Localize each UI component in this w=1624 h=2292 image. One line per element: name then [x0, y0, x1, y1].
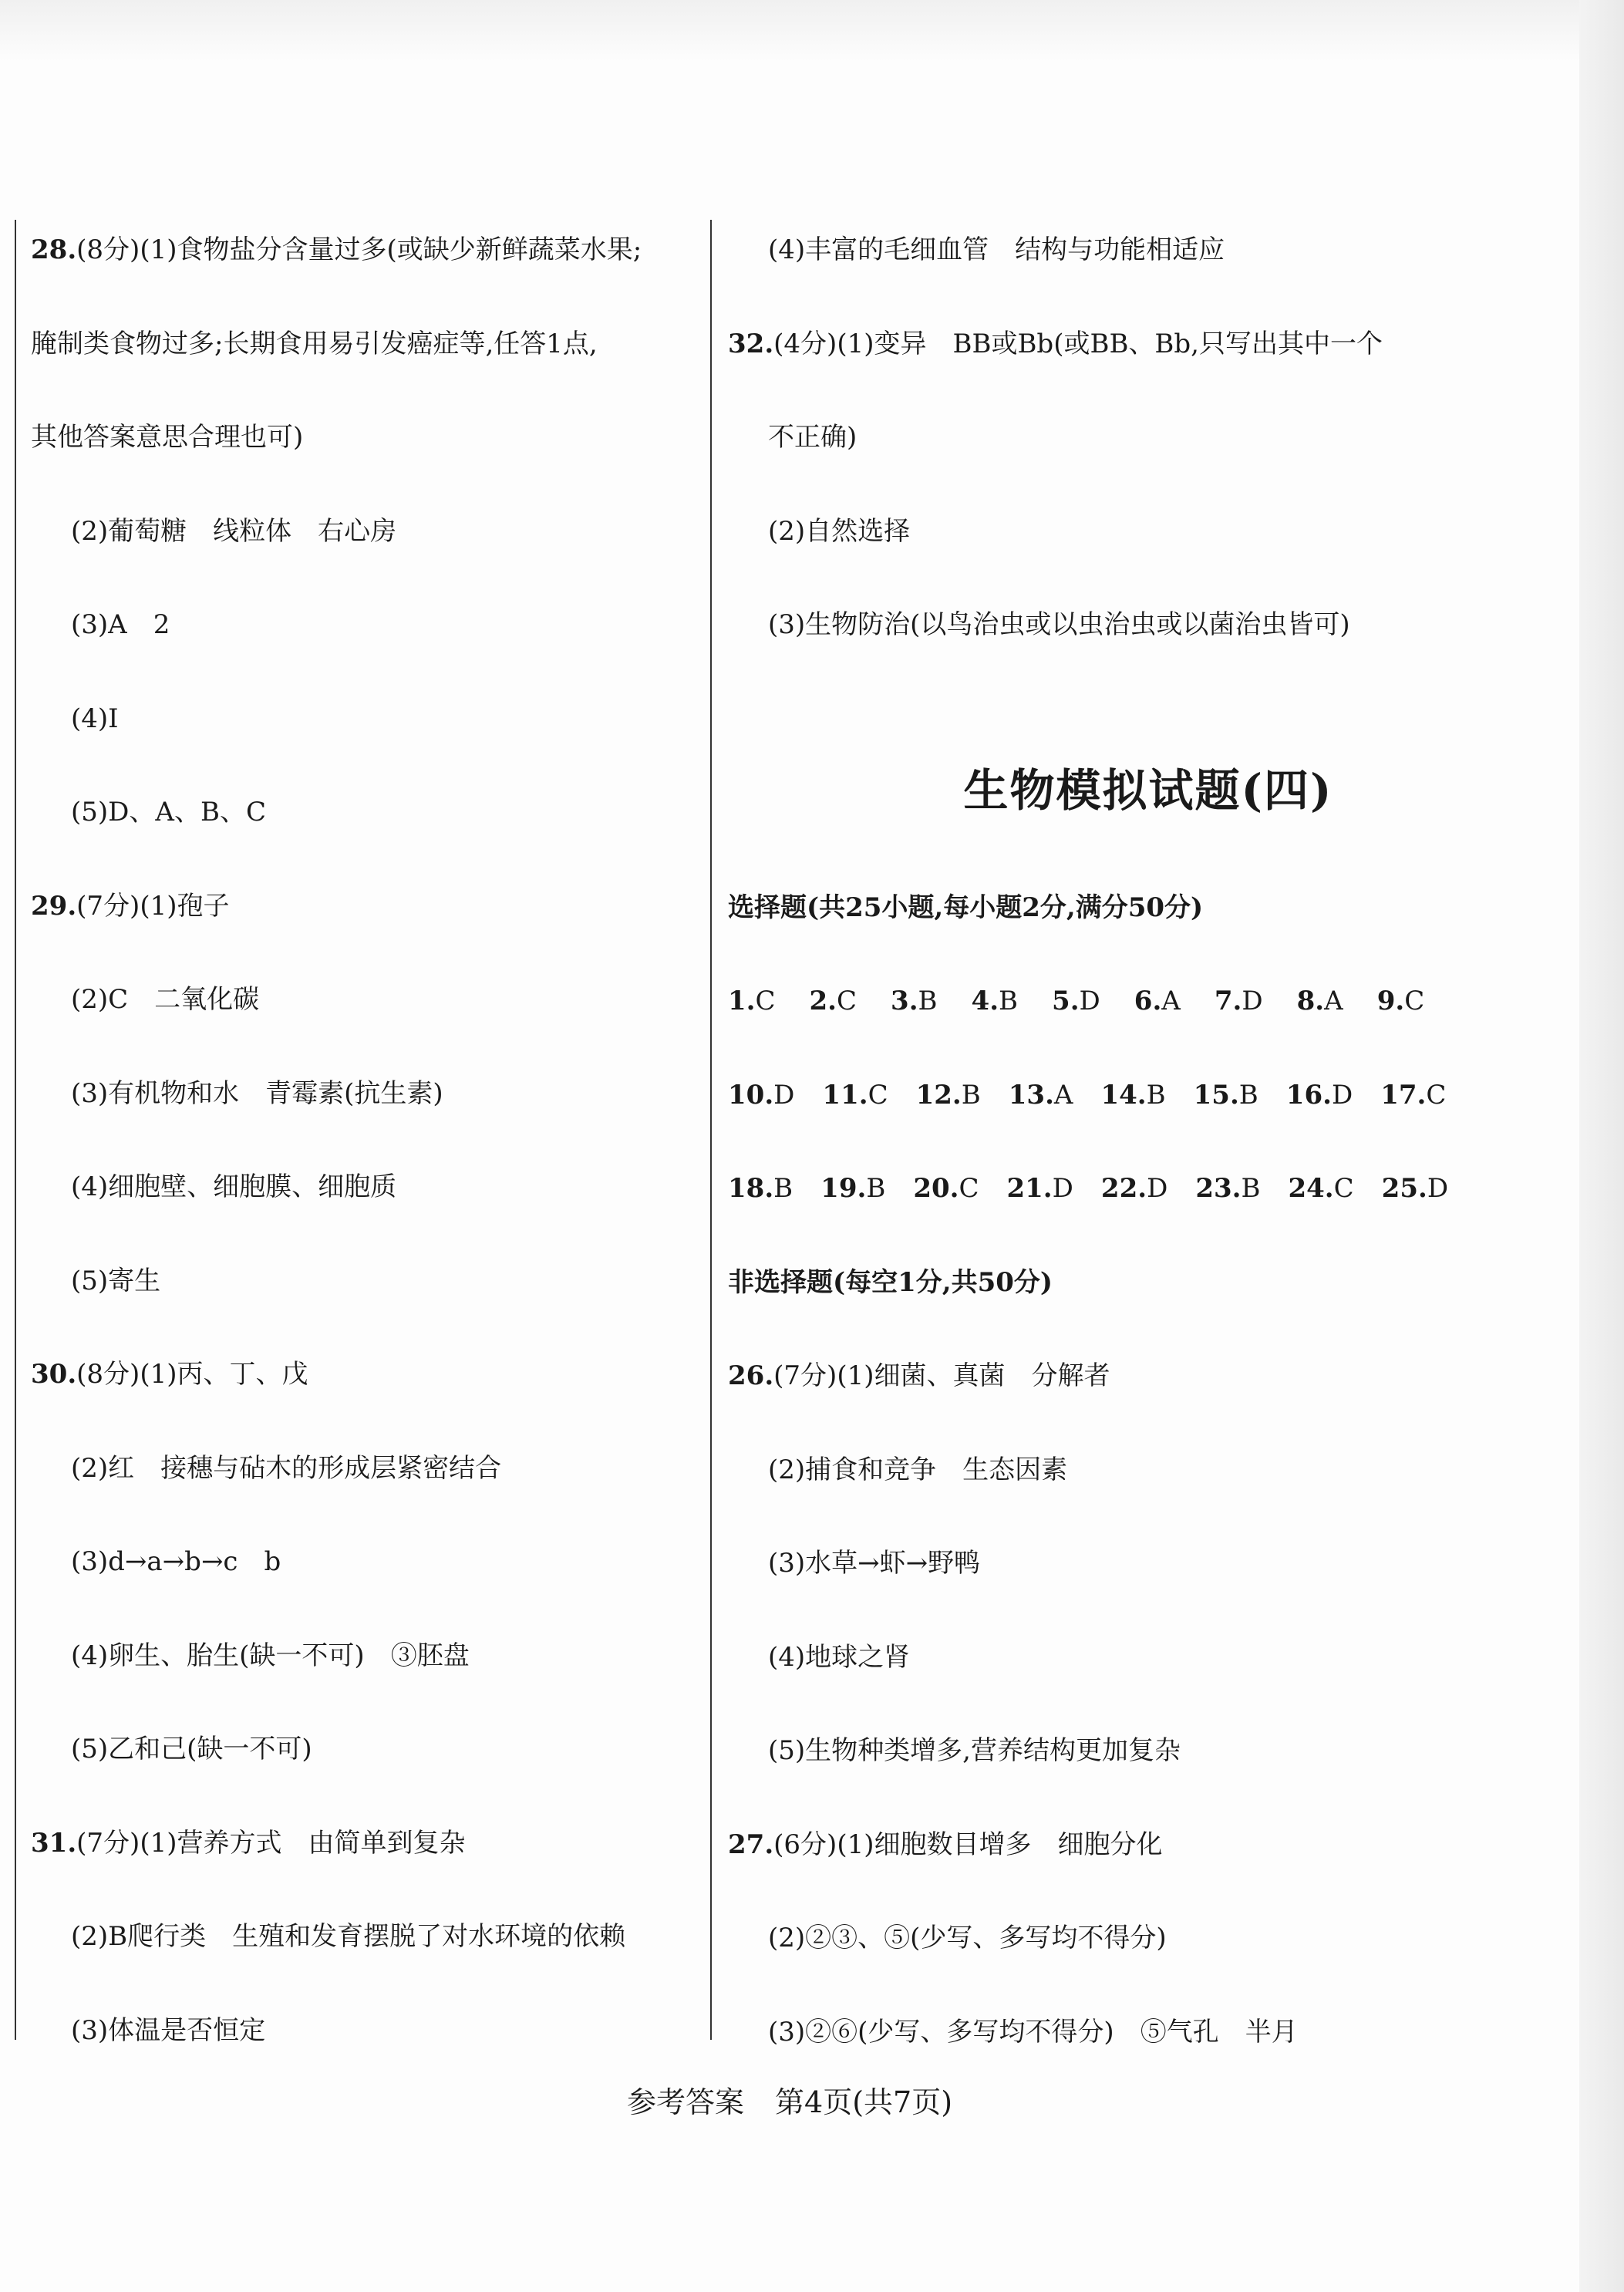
choice-number: 25.: [1381, 1173, 1427, 1204]
choice-answer: [1100, 1069, 1165, 1163]
answer-line: [728, 1350, 1568, 1444]
choice-letter: D: [1147, 1173, 1168, 1204]
answer-text: (7分)(1)细菌、真菌 分解者: [773, 1360, 1110, 1391]
question-number: 27.: [728, 1829, 774, 1860]
answer-text: (4)卵生、胎生(缺一不可) ③胚盘: [71, 1640, 470, 1671]
answer-text: (6分)(1)细胞数目增多 细胞分化: [773, 1829, 1163, 1860]
answer-line: [31, 693, 702, 787]
choice-number: 7.: [1214, 986, 1242, 1016]
choice-header: 选择题(共25小题,每小题2分,满分50分): [728, 892, 1204, 923]
choice-answer: [972, 975, 1019, 1069]
right-top-answers: [728, 224, 1568, 693]
answer-text: (2)捕食和竞争 生态因素: [768, 1454, 1068, 1485]
left-column: [31, 224, 702, 2098]
choice-letter: B: [918, 986, 938, 1016]
answer-text: (3)②⑥(少写、多写均不得分) ⑤气孔 半月: [768, 2016, 1298, 2048]
choice-letter: A: [1053, 1079, 1073, 1111]
choice-letter: C: [959, 1173, 979, 1204]
answer-text: (4)丰富的毛细血管 结构与功能相适应: [768, 234, 1225, 265]
choice-letter: C: [755, 986, 776, 1016]
answer-text: (3)有机物和水 青霉素(抗生素): [71, 1077, 443, 1109]
choice-row: [728, 975, 1568, 1069]
choice-number: 13.: [1008, 1079, 1054, 1111]
answer-line: [728, 1818, 1568, 1913]
answer-line: [728, 224, 1568, 318]
choice-answer: [913, 1162, 979, 1256]
choice-number: 20.: [913, 1173, 959, 1204]
choice-letter: D: [773, 1079, 795, 1111]
question-number: 32.: [728, 328, 774, 359]
answer-text: (7分)(1)孢子: [76, 890, 230, 922]
choice-number: 14.: [1100, 1079, 1147, 1111]
answer-line: [728, 318, 1568, 412]
choice-answer: [1101, 1162, 1167, 1256]
answer-line: [31, 973, 702, 1067]
page-footer: [0, 2078, 1579, 2121]
question-number: 30.: [31, 1359, 77, 1390]
answer-line: [31, 1630, 702, 1724]
footer-page-number: 第4页(共7页): [775, 2085, 953, 2119]
answer-text: (3)水草→虾→野鸭: [768, 1548, 981, 1579]
answer-text: (2)葡萄糖 线粒体 右心房: [71, 515, 397, 547]
question-number: 29.: [31, 890, 77, 922]
answer-text: (5)生物种类增多,营养结构更加复杂: [768, 1735, 1181, 1766]
answer-text: (4)细胞壁、细胞膜、细胞质: [71, 1171, 397, 1202]
choice-letter: A: [1161, 986, 1181, 1016]
answer-text: (3)体温是否恒定: [71, 2014, 266, 2046]
answer-line: [31, 1067, 702, 1161]
choice-number: 19.: [820, 1173, 867, 1204]
choice-letter: B: [961, 1079, 981, 1111]
choice-number: 11.: [822, 1079, 868, 1111]
answer-text: 不正确): [768, 422, 857, 453]
choice-number: 5.: [1052, 986, 1080, 1016]
right-column: [728, 224, 1568, 2099]
choice-number: 15.: [1193, 1079, 1239, 1111]
choice-number: 17.: [1380, 1079, 1427, 1111]
choice-letter: D: [1331, 1079, 1353, 1111]
answer-text: (2)C 二氧化碳: [71, 984, 260, 1015]
answer-line: [728, 598, 1568, 693]
answer-text: (4)Ⅰ: [71, 703, 119, 734]
choice-letter: C: [1333, 1173, 1354, 1204]
answer-text: (7分)(1)营养方式 由简单到复杂: [76, 1827, 466, 1859]
choice-row: [728, 1069, 1568, 1163]
choice-number: 4.: [971, 986, 999, 1016]
question-number: 31.: [31, 1827, 77, 1859]
choice-number: 9.: [1376, 986, 1405, 1016]
nonchoice-header: 非选择题(每空1分,共50分): [728, 1266, 1053, 1298]
choice-number: 1.: [728, 986, 756, 1016]
choice-letter: C: [868, 1079, 888, 1111]
column-divider: [710, 220, 712, 2040]
answer-text: 腌制类食物过多;长期食用易引发癌症等,任答1点,: [31, 328, 598, 359]
choice-answer: [810, 975, 857, 1069]
answer-line: [728, 1724, 1568, 1818]
answer-text: 其他答案意思合理也可): [31, 422, 304, 453]
choice-number: 10.: [728, 1079, 774, 1111]
choice-answer: [916, 1069, 981, 1163]
answer-text: (3)A 2: [71, 609, 170, 640]
question-number: 26.: [728, 1360, 774, 1391]
choice-answer: [891, 975, 938, 1069]
answer-line: [31, 1442, 702, 1536]
choice-answer: [1288, 1162, 1353, 1256]
answer-line: [31, 786, 702, 880]
answer-text: (2)②③、⑤(少写、多写均不得分): [768, 1923, 1167, 1953]
answer-text: (5)D、A、B、C: [71, 797, 266, 827]
answer-line: [31, 598, 702, 693]
answer-line: [31, 1348, 702, 1442]
choice-answer: [728, 1162, 793, 1256]
page-edge: [1579, 0, 1624, 2292]
choice-answer: [1194, 1069, 1258, 1163]
left-border-line: [15, 220, 16, 2040]
choice-number: 2.: [809, 986, 837, 1016]
answer-text: (5)寄生: [71, 1265, 161, 1296]
choice-letter: D: [1079, 986, 1100, 1016]
answer-line: [31, 411, 702, 505]
choice-letter: D: [1052, 1173, 1073, 1204]
choice-answer: [1052, 975, 1100, 1069]
answer-line: [31, 1723, 702, 1817]
choice-answer: [1380, 1069, 1446, 1163]
answer-text: (8分)(1)食物盐分含量过多(或缺少新鲜蔬菜水果;: [76, 234, 642, 265]
choice-letter: C: [1426, 1079, 1447, 1111]
choice-number: 18.: [728, 1173, 774, 1204]
answer-line: [31, 505, 702, 599]
choice-answer: [822, 1069, 888, 1163]
answer-line: [31, 1817, 702, 1911]
choice-answer: [1297, 975, 1343, 1069]
choice-answer: [1006, 1162, 1073, 1256]
choice-answer: [728, 1069, 794, 1163]
choice-number: 22.: [1100, 1173, 1147, 1204]
choice-answers: [728, 975, 1568, 1256]
choice-number: 6.: [1134, 986, 1162, 1016]
answer-line: [31, 1161, 702, 1255]
answer-text: (3)生物防治(以鸟治虫或以虫治虫或以菌治虫皆可): [768, 609, 1350, 640]
choice-answer: [1377, 975, 1425, 1069]
choice-answer: [1382, 1162, 1448, 1256]
answer-text: (4分)(1)变异 BB或Bb(或BB、Bb,只写出其中一个: [773, 328, 1383, 359]
answer-line: [728, 1444, 1568, 1538]
choice-letter: C: [837, 986, 857, 1016]
choice-number: 8.: [1296, 986, 1325, 1016]
choice-answer: [1286, 1069, 1353, 1163]
choice-answer: [1134, 975, 1181, 1069]
question-number: 28.: [31, 234, 77, 265]
choice-letter: B: [999, 986, 1019, 1016]
answer-text: (2)自然选择: [768, 515, 911, 547]
answer-line: [728, 505, 1568, 599]
choice-answer: [728, 975, 776, 1069]
choice-letter: B: [1241, 1173, 1261, 1204]
answer-line: [31, 1255, 702, 1349]
answer-text: (3)d→a→b→c b: [71, 1546, 281, 1577]
answer-text: (2)红 接穗与砧木的形成层紧密结合: [71, 1452, 502, 1484]
answer-line: [728, 1912, 1568, 2006]
answer-line: [31, 1910, 702, 2004]
choice-letter: D: [1427, 1173, 1449, 1204]
choice-letter: B: [866, 1173, 886, 1204]
choice-answer: [1009, 1069, 1073, 1163]
choice-number: 24.: [1288, 1173, 1334, 1204]
choice-number: 3.: [891, 986, 918, 1016]
answer-line: [31, 880, 702, 974]
answer-text: (5)乙和己(缺一不可): [71, 1734, 312, 1765]
answer-text: (8分)(1)丙、丁、戊: [76, 1359, 308, 1390]
footer-label: 参考答案: [626, 2085, 744, 2119]
answer-line: [31, 1535, 702, 1630]
answer-line: [31, 318, 702, 412]
choice-letter: B: [1146, 1079, 1166, 1111]
choice-answer: [820, 1162, 885, 1256]
choice-letter: A: [1324, 986, 1343, 1016]
choice-row: [728, 1162, 1568, 1256]
right-bottom-answers: [728, 1350, 1568, 2099]
answer-line: [728, 1537, 1568, 1631]
answer-line: [728, 411, 1568, 505]
choice-letter: B: [773, 1173, 793, 1204]
choice-letter: C: [1404, 986, 1425, 1016]
choice-answer: [1215, 975, 1263, 1069]
choice-number: 23.: [1195, 1173, 1242, 1204]
scan-shade: [0, 0, 1624, 62]
choice-number: 16.: [1285, 1079, 1332, 1111]
choice-number: 21.: [1006, 1173, 1053, 1204]
answer-line: [728, 1631, 1568, 1725]
answer-line: [31, 224, 702, 318]
section-title: 生物模拟试题(四): [963, 764, 1333, 817]
choice-letter: B: [1238, 1079, 1258, 1111]
choice-answer: [1195, 1162, 1260, 1256]
choice-letter: D: [1242, 986, 1263, 1016]
answer-text: (2)B爬行类 生殖和发育摆脱了对水环境的依赖: [71, 1921, 626, 1952]
choice-number: 12.: [915, 1079, 962, 1111]
answer-text: (4)地球之肾: [768, 1641, 911, 1673]
